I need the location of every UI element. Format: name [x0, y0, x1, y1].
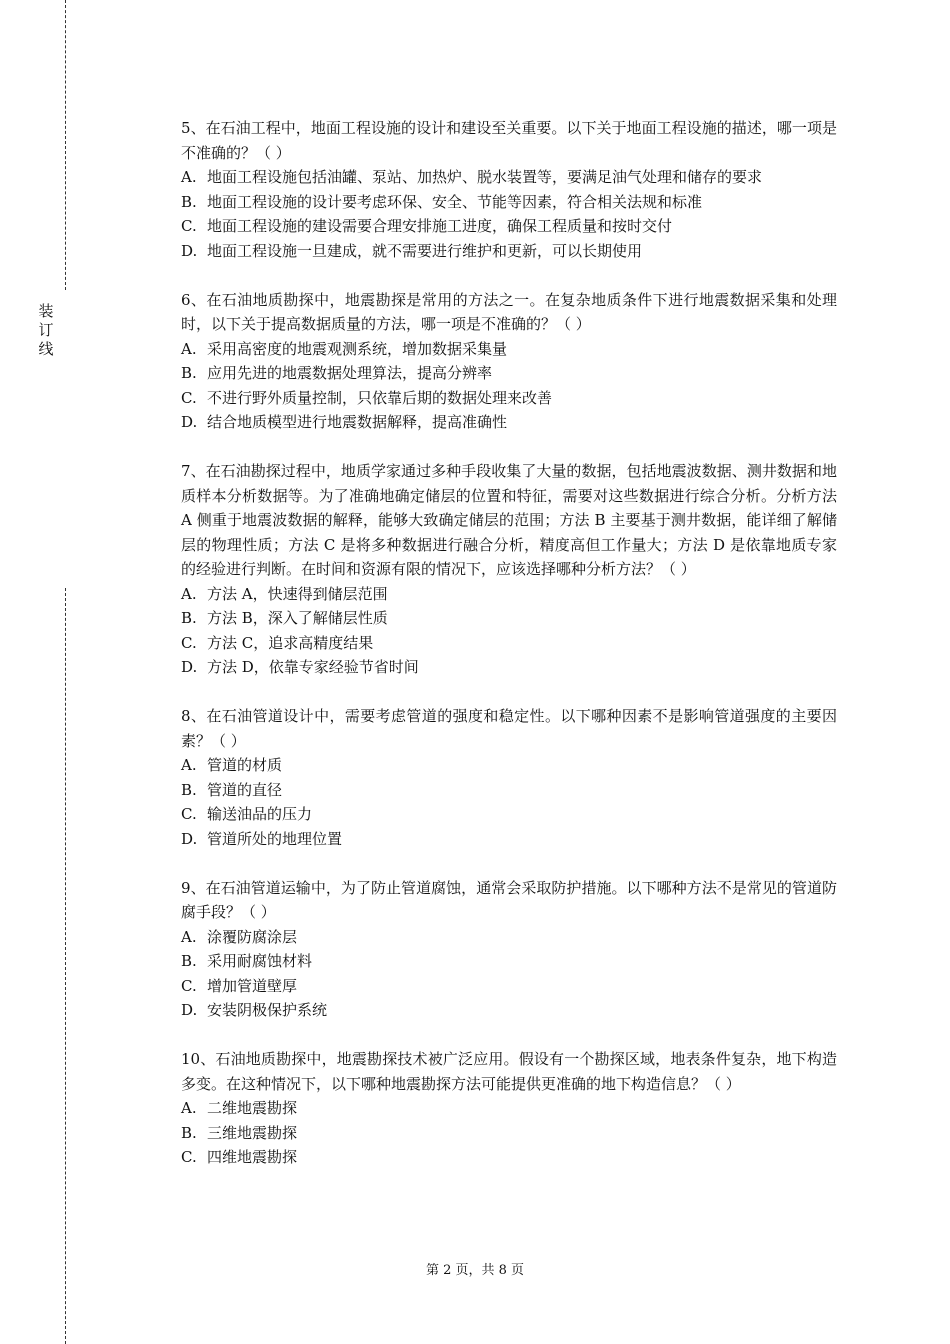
option-letter: A.	[181, 756, 197, 774]
option-d[interactable]	[181, 655, 837, 680]
option-d[interactable]	[181, 827, 837, 852]
option-d[interactable]	[181, 998, 837, 1023]
option-a[interactable]	[181, 753, 837, 778]
option-letter: D.	[181, 1001, 198, 1019]
option-c[interactable]	[181, 631, 837, 656]
option-c[interactable]	[181, 1145, 837, 1170]
option-b[interactable]	[181, 606, 837, 631]
option-list	[181, 753, 837, 851]
option-text: 管道所处的地理位置	[207, 829, 343, 848]
question-9	[181, 876, 837, 1023]
option-letter: B.	[181, 192, 197, 211]
option-a[interactable]	[181, 925, 837, 950]
option-letter: C.	[181, 976, 197, 995]
question-6	[181, 288, 837, 435]
option-letter: A.	[181, 339, 197, 358]
option-text: 三维地震勘探	[207, 1123, 298, 1142]
option-text: 管道的材质	[207, 756, 283, 774]
option-text: 方法 D，依靠专家经验节省时间	[207, 658, 419, 676]
option-letter: B.	[181, 780, 197, 799]
option-c[interactable]	[181, 386, 837, 411]
question-stem: 9、在石油管道运输中，为了防止管道腐蚀，通常会采取防护措施。以下哪种方法不是常见的管道防腐手段？（ ）	[181, 878, 837, 921]
option-letter: A.	[181, 1099, 197, 1117]
option-a[interactable]	[181, 165, 837, 190]
option-list	[181, 582, 837, 680]
binding-line	[65, 0, 66, 290]
page-number: 第 2 页，共 8 页	[425, 1263, 525, 1278]
option-letter: C.	[181, 805, 197, 823]
option-text: 方法 B，深入了解储层性质	[207, 609, 388, 627]
option-letter: C.	[181, 217, 197, 235]
option-text: 方法 C，追求高精度结果	[207, 633, 374, 652]
question-8	[181, 704, 837, 851]
question-stem: 8、在石油管道设计中，需要考虑管道的强度和稳定性。以下哪种因素不是影响管道强度的主要因素？（ ）	[181, 707, 837, 750]
option-list	[181, 165, 837, 263]
binding-line	[65, 588, 66, 1344]
option-d[interactable]	[181, 410, 837, 435]
question-5	[181, 116, 837, 263]
option-letter: D.	[181, 241, 198, 260]
option-a[interactable]	[181, 337, 837, 362]
option-letter: B.	[181, 1123, 197, 1142]
option-letter: B.	[181, 364, 197, 382]
option-text: 输送油品的压力	[207, 805, 313, 823]
option-letter: A.	[181, 168, 197, 186]
option-text: 方法 A，快速得到储层范围	[207, 584, 388, 603]
option-letter: B.	[181, 952, 197, 970]
option-text: 涂覆防腐涂层	[207, 927, 298, 946]
option-text: 地面工程设施包括油罐、泵站、加热炉、脱水装置等，要满足油气处理和储存的要求	[207, 168, 763, 186]
option-text: 二维地震勘探	[207, 1099, 298, 1117]
option-text: 管道的直径	[207, 780, 283, 799]
question-stem: 7、在石油勘探过程中，地质学家通过多种手段收集了大量的数据，包括地震波数据、测井数据和地质样本分析数据等。为了准确地确定储层的位置和特征，需要对这些数据进行综合分析。分析方法 A 侧重于地震波数据的解释，能够大致确定储层的范围；方法 B 主要基于测井数据，能详细了解储层的物理性质；方法 C 是将多种数据进行融合分析，精度高但工作量大；方法 D 是依靠地质专家的经验进行判断。在时间和资源有限的情况下，应该选择哪种分析方法？（ ）	[181, 462, 837, 578]
question-stem: 5、在石油工程中，地面工程设施的设计和建设至关重要。以下关于地面工程设施的描述，哪一项是不准确的？（ ）	[181, 119, 837, 162]
option-letter: A.	[181, 584, 197, 603]
option-c[interactable]	[181, 802, 837, 827]
option-list	[181, 1096, 837, 1170]
binding-char: 订	[38, 321, 54, 339]
option-letter: D.	[181, 829, 198, 848]
option-d[interactable]	[181, 239, 837, 264]
option-letter: B.	[181, 609, 197, 627]
option-letter: C.	[181, 388, 197, 407]
option-b[interactable]	[181, 778, 837, 803]
option-text: 采用高密度的地震观测系统，增加数据采集量	[207, 339, 508, 358]
option-b[interactable]	[181, 949, 837, 974]
option-letter: D.	[181, 658, 198, 676]
option-text: 增加管道壁厚	[207, 976, 298, 995]
option-list	[181, 925, 837, 1023]
option-text: 地面工程设施的建设需要合理安排施工进度，确保工程质量和按时交付	[207, 217, 673, 235]
option-text: 安装阴极保护系统	[207, 1001, 328, 1019]
option-text: 四维地震勘探	[207, 1148, 298, 1166]
option-c[interactable]	[181, 974, 837, 999]
option-text: 结合地质模型进行地震数据解释，提高准确性	[207, 413, 508, 431]
question-list	[181, 116, 837, 1194]
option-letter: A.	[181, 927, 197, 946]
option-c[interactable]	[181, 214, 837, 239]
option-letter: C.	[181, 1148, 197, 1166]
question-stem: 6、在石油地质勘探中，地震勘探是常用的方法之一。在复杂地质条件下进行地震数据采集和处理时，以下关于提高数据质量的方法，哪一项是不准确的？（ ）	[181, 290, 837, 333]
binding-label	[35, 302, 57, 359]
binding-char: 线	[38, 340, 54, 358]
option-b[interactable]	[181, 361, 837, 386]
option-b[interactable]	[181, 1121, 837, 1146]
option-letter: C.	[181, 633, 197, 652]
option-list	[181, 337, 837, 435]
option-letter: D.	[181, 413, 198, 431]
option-text: 不进行野外质量控制，只依靠后期的数据处理来改善	[207, 388, 553, 407]
question-10	[181, 1047, 837, 1170]
option-text: 地面工程设施一旦建成，就不需要进行维护和更新，可以长期使用	[207, 241, 643, 260]
option-text: 采用耐腐蚀材料	[207, 952, 313, 970]
option-text: 地面工程设施的设计要考虑环保、安全、节能等因素，符合相关法规和标准	[207, 192, 703, 211]
option-text: 应用先进的地震数据处理算法，提高分辨率	[207, 364, 493, 382]
option-a[interactable]	[181, 582, 837, 607]
option-b[interactable]	[181, 190, 837, 215]
question-7	[181, 459, 837, 680]
binding-char: 装	[38, 302, 54, 320]
question-stem: 10、石油地质勘探中，地震勘探技术被广泛应用。假设有一个勘探区域，地表条件复杂，地下构造多变。在这种情况下，以下哪种地震勘探方法可能提供更准确的地下构造信息？（ ）	[181, 1050, 837, 1093]
option-a[interactable]	[181, 1096, 837, 1121]
